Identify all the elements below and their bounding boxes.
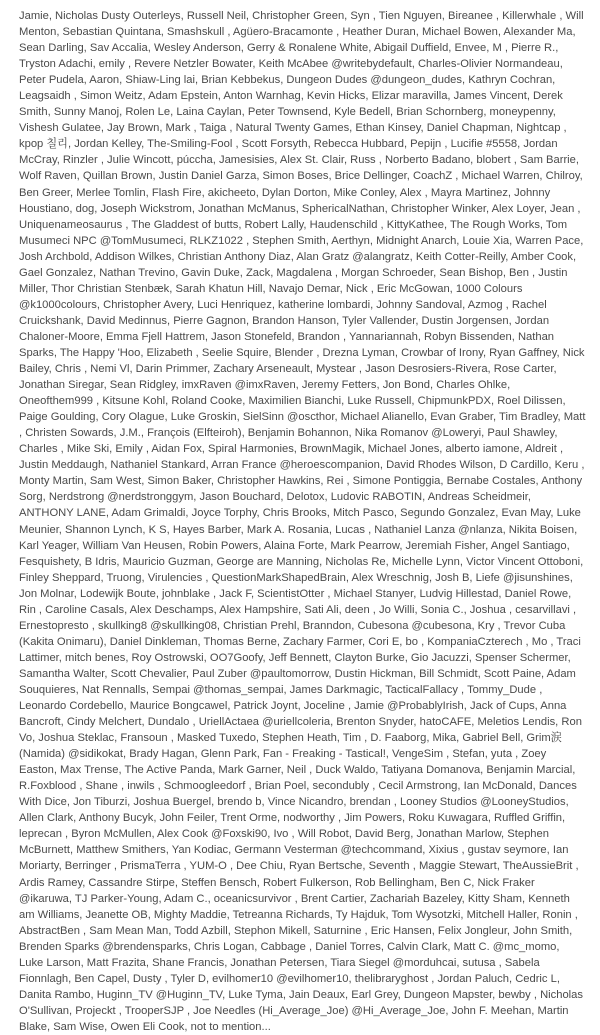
supporter-credits-paragraph: Jamie, Nicholas Dusty Outerleys, Russell Neil, Christopher Green, Syn , Tien Nguyen, Bireanee , Killerwhale , Will Menton, Sebastian Quintana, Smashskull , Agüero-Bracamonte , Heather Duran, Michael Bowen, Alexander Ma, Sean Darling, Sav Accalia, Wesley Anderson, Gerry & Ronalene White, Abigail Duffield, Envee, M , Pierre R., Tryston Adachi, emily , Revere Netzler Bowater, Keith McAbee @writebydefault, Charles-Olivier Normandeau, Peter Pudela, Aaron, Shiaw-Ling lai, Brian Kebbekus, Dungeon Dudes @dungeon_dudes, Kathryn Cochran, Leagsaidh , Simon Weitz, Adam Epstein, Anton Warnhag, Kevin Hicks, Elizar maravilla, James Vincent, Derek Smith, Sunny Manoj, Rolen Le, Laina Caylan, Peter Townsend, Kyle Bedell, Brian Schornberg, moneypenny, Vishesh Gulatee, Jay Brown, Mark , Taiga , Natural Twenty Games, Ethan Kinsey, Daniel Chapman, Nightcap , kpop 칠리, Jordan Kelley, The-Smiling-Fool , Scott Forsyth, Rebecca Hubbard, Pepijn , Lucifie #5558, Jordan McCray, Rinzler , Julie Wincott, púcchа, Jamesisies, Alex St. Clair, Russ , Norberto Badano, blobert , Sam Barrie, Wolf Raven, Quillan Brown, Justin Daniel Garza, Simon Boses, Brice Dellinger, CoachZ , Michael Warren, Chilroy, Ben Greer, Merlee Tomlin, Flash Fire, akicheeto, Dylan Dorton, Mike Conley, Alex , Mayra Martinez, Johnny Houstiano, dog, Joseph Wickstrom, Jonathan McManus, SphericalNathan, Christopher Winker, Alex Loyer, Jean , Uniquenameosaurus , The Gladdest of butts, Robert Lally, Haudenschild , KittyKathee, The Rough Works, Tom Musumeci NPC @TomMusumeci, RLKZ1022 , Stephen Smith, Aerthyn, Midnight Anarch, Louie Xia, Warren Pace, Josh Archbold, Addison Wilkes, Christian Anthony Diaz, Alan Gratz @alangratz, Keith Cotter-Reilly, Amber Cook, Gael Gonzalez, Nathan Trevino, Gavin Duke, Zack, Magdalena , Morgan Schroeder, Sean Bishop, Ben , Justin Miller, Thor Christian Stenbæk, Sarah Khatun Hill, Navajo Demar, Nick , Eric McGowan, 1000 Colours @k1000colours, Christopher Avery, Luci Henriquez, katherine lombardi, Johnny Sandoval, Azmog , Rachel Cruickshank, David Medinnus, Pierre Gagnon, Brandon Hanson, Tyler Vallender, Dustin Jorgensen, Jordan Chaloner-Moore, Emma Fjell Hattrem, Jason Stonefeld, Brandon , Yannariannah, Robyn Bissenden, Nathan Sparks, The Happy 'Hoo, Elizabeth , Seelie Squire, Blender , Drezna Lyman, Crowbar of Irony, Ryan Gaffney, Nick Bailey, Chris , Nemi Vl, Darin Primmer, Zachary Arseneault, Mystear , Jason Desrosiers-Rivera, Rose Carter, Jonathan Siregar, Sean Ridgley, imxRaven @imxRaven, Jeremy Fetters, Jon Bond, Charles Ohlke, Oneofthem999 , Kitsune Kohl, Roland Cooke, Maximilien Bianchi, Luke Russell, ChipmunkPDX, Roel Dilissen, Paige Goulding, Cory Olague, Luke Groskin, SielSinn @oscthor, Michael Alianello, Evan Graber, Tim Bradley, Matt , Christen Sowards, J.M., François (Elfteiroh), Benjamin Bohannon, Nika Romanov @Loweryi, Paul Shawley, Charles , Mike Ski, Emily , Aidan Fox, Spiral Harmonies, BrownMagik, Michael Jones, alberto iamone, Aldreit , Justin Meddaugh, Nathaniel Stankard, Arran France @heroescompanion, David Rhodes Wilson, D Cardillo, Keru , Monty Martin, Sam West, Simon Baker, Christopher Hawkins, Rei , Simone Pontiggia, Bernabe Costales, Anthony Sorg, Nerdstrong @nerdstronggym, Jason Bouchard, Delotox, Ludovic RABOTIN, Andreas Scheidmeir, ANTHONY LANE, Adam Grimaldi, Joyce Torphy, Chris Brooks, Mitch Pasco, Segundo Gonzalez, Evan May, Luke Meunier, Shannon Lynch, K S, Hayes Barber, Mark A. Rosania, Lucas , Nathaniel Lanza @nlanza, Nikita Boisen, Karl Yeager, William Van Heusen, Robin Powers, Alaina Forte, Mark Pearrow, Jeremiah Fisher, Angel Santiago, Fesquishety, B Idris, Mauricio Guzman, George are Manning, Nicholas Re, Michelle Lynn, Victor Vincent Ottoboni, Finley Sheppard, Truong, Virulencies , QuestionMarkShapedBrain, Alex Wreschnig, Josh B, Liefe @jisunshines, Jon Molnar, Lodewijk Boute, johnblake , Jack F, ScientistOtter , Michael Stanyer, Ludvig Hillestad, Daniel Rowe, Rin , Caroline Casals, Alex Deschamps, Alex Hampshire, Sati Ali, deen , Jo Willi, Sonia C., Joshua , cesarvillavi , Ernestopresto , skullking8 @skullking08, Christian Prehl, Branndon, Cubesona @cubesona, Kry , Trevor Cuba (Kakita Onimaru), Daniel Dinkleman, Thomas Berne, Zachary Farmer, Cori E, bo , KompaniaCzterech , Mo , Traci Lattimer, mitch benes, Roy Ostrowski, OO7Goofy, Jeff Bennett, Clayton Burke, Gio Jacuzzi, Spenser Schermer, Samantha Walter, Scott Chevalier, Paul Zuber @paultomorrow, Dustin Hickman, Bill Schmidt, Scott Paine, Adam Souquieres, Nat Rennalls, Sempai @thomas_sempai, James Darkmagic, TacticalFallacy , Tommy_Dude , Leonardo Cordebello, Maurice Bongcawel, Patrick Joynt, Joceline , Jamie @ProbablyIrish, Jack of Cups, Anna Bancroft, Cindy Melchert, Dundalo , UriellActaea @uriellcoleria, Brenton Snyder, hatoCAFE, Meletios Lendis, Ron Vo, Joshua Steklac, Fransoun , Masked Tuxedo, Stephen Heath, Tim , D. Faaborg, Mika, Gabriel Bell, Grim涙 (Namida) @sidikokat, Brady Hagan, Glenn Park, Fan - Freaking - Tastical!, VengeSim , Stefan, yuta , Zoey Easton, Max Trense, The Active Panda, Mark Garner, Neil , Duck Waldo, Tatiyana Domanova, Benjamin Marcial, R.Foxblood , Shane , inwils , Schmoogleedorf , Brian Poel, secondubly , Cecil Armstrong, Ian McDonald, Dances With Dice, Jon Tiburzi, Joshua Buergel, brendo b, Vince Nicandro, brendan , Looney Studios @LooneyStudios, Allen Clark, Anthony Bucyk, John Feiler, Trent Orme, nodworthy , Jim Powers, Roku Kuwagara, Ruffled Griffin, leprecan , Byron McMullen, Alex Cook @Foxski90, Ivo , Will Robot, David Berg, Jonathan Marlow, Stephen McBurnett, Matthew Smithers, Yan Kodiac, Germann Vesterman @techcommand, Xixius , gustav seymore, Ian Moriarty, Berringer , PrismaTerra , YUM-O , Dee Chiu, Ryan Bertsche, Seventh , Maggie Stewart, TheAussieBrit , Ardis Ramey, Cassandre Stirpe, Steffen Bensch, Robert Fulkerson, Rob Bellingham, Ben C, Nick Fraker @ikaruwa, TJ Parker-Young, Adam C., oceanicsurvivor , Brent Cartier, Zachariah Bazeley, Kitty Sham, Kenneth am Williams, Jeanette OB, Mighty Maddie, Tetreanna Richards, Ty Hajduk, Tom Wysotzki, Mitchell Haller, Ronin , AbstractBen , Sam Mean Man, Todd Azbill, Stephon Mikell, Saturnine , Eric Hansen, Felix Jongleur, John Smith, Brenden Sparks @brendensparks, Chris Logan, Cabbage , Daniel Torres, Calvin Clark, Matt C. @mc_momo, Luke Larson, Matt Frazita, Shane Francis, Jonathan Petersen, Tiara Siegel @morduhcai, sutusa , Sabela Fionnlagh, Ben Capel, Dusty , Tyler D, evilhomer10 @evilhomer10, thelibraryghost , Jordan Paluch, Cedric L, Danita Rambo, Huginn_TV @Huginn_TV, Luke Tyma, Jain Deaux, Earl Grey, Dungeon Mapster, bewby , Nicholas O'Sullivan, Projeckt , TrooperSJP , Joe Needles (Hi_Average_Joe) @Hi_Average_Joe, John F. Meehan, Martin Blake, Sam Wise, Owen Eli Cook, not to mention... bbox=[19, 10, 586, 1033]
